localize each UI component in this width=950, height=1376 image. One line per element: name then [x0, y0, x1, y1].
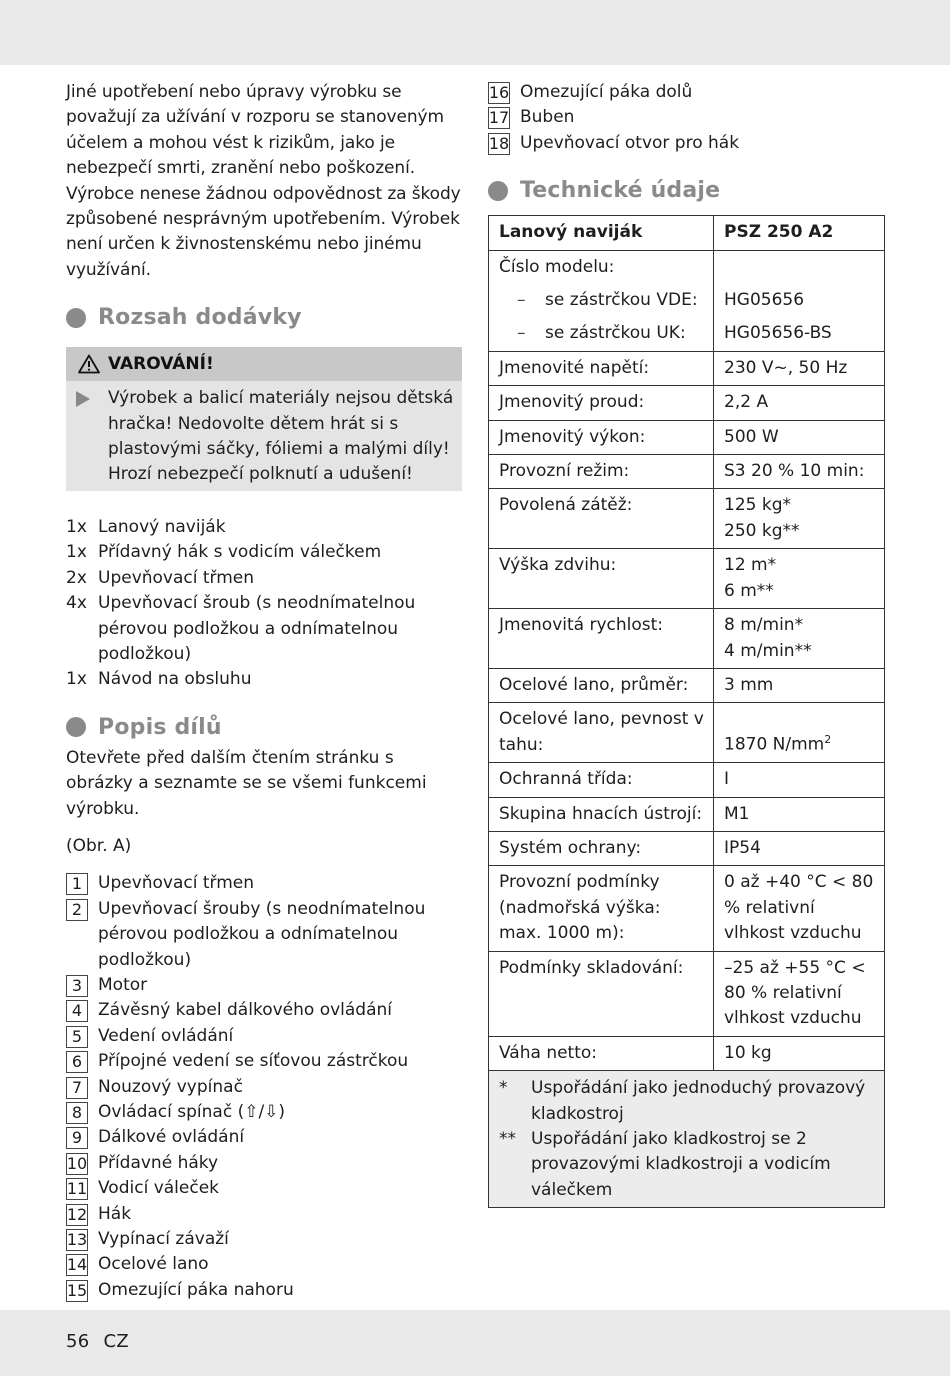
- warning-header: [66, 347, 462, 381]
- part-item: [66, 1202, 462, 1227]
- part-number: 1: [66, 873, 88, 895]
- row-value: 3 mm: [714, 668, 885, 702]
- row-label: Váha netto:: [489, 1036, 714, 1070]
- table-row: [489, 1036, 885, 1070]
- part-number: 16: [488, 83, 510, 102]
- part-number: 5: [66, 1026, 88, 1048]
- part-text: Omezující páka dolů: [520, 82, 693, 102]
- part-text: Nouzový vypínač: [98, 1076, 243, 1097]
- row-value: M1: [714, 797, 885, 831]
- part-item: [488, 131, 885, 156]
- footnote-box: [488, 1071, 885, 1208]
- parts-intro: Otevřete před dalším čtením stránku s obrázky a seznamte se se všemi funkcemi výrobku.: [66, 747, 427, 819]
- parts-list: [66, 871, 462, 1303]
- row-label: Jmenovité napětí:: [489, 351, 714, 385]
- row-value: 10 kg: [714, 1036, 885, 1070]
- item-text: Přídavný hák s vodicím válečkem: [98, 542, 382, 563]
- row-label: Provozní režim:: [489, 455, 714, 489]
- item-qty: 1x: [66, 542, 87, 563]
- dash-glyph: –: [517, 323, 526, 344]
- part-item: [66, 1125, 462, 1150]
- table-row: [489, 797, 885, 831]
- part-item: [66, 1227, 462, 1252]
- model-value-empty: [714, 250, 885, 284]
- scope-heading: [66, 305, 462, 330]
- table-row: [489, 951, 885, 1036]
- part-number: 17: [488, 108, 510, 128]
- part-item: [66, 1075, 462, 1100]
- parts-list-continued: [488, 80, 885, 156]
- part-number: 18: [488, 133, 510, 153]
- row-label: Ochranná třída:: [489, 763, 714, 797]
- list-item: [66, 540, 462, 565]
- part-number: 3: [66, 975, 88, 997]
- part-text: Upevňovací třmen: [98, 873, 255, 894]
- part-text: Upevňovací otvor pro hák: [520, 132, 740, 153]
- part-item: [66, 1252, 462, 1277]
- table-header-value: PSZ 250 A2: [714, 216, 885, 250]
- part-text: Hák: [98, 1203, 132, 1224]
- part-item: [66, 998, 462, 1023]
- delivery-list: [66, 515, 462, 693]
- arrow-right-icon: [76, 391, 90, 407]
- row-value: IP54: [714, 831, 885, 865]
- model-vde-label: se zástrčkou VDE:: [545, 290, 698, 311]
- table-row: [489, 609, 885, 669]
- table-header-row: [489, 216, 885, 250]
- footnote: [499, 1127, 876, 1203]
- part-text: Ocelové lano: [98, 1254, 209, 1275]
- part-text: Ovládací spínač (⇧/⇩): [98, 1102, 286, 1122]
- row-label: Jmenovitý výkon:: [489, 420, 714, 454]
- model-uk-label: se zástrčkou UK:: [545, 323, 686, 344]
- table-row: [489, 866, 885, 951]
- part-item: [66, 1278, 462, 1303]
- table-row: [489, 420, 885, 454]
- footnote-text: Uspořádání jako kladkostroj se 2 provazovými kladkostroji a vodicím válečkem: [531, 1129, 831, 1200]
- row-label: Podmínky skladování:: [489, 951, 714, 1036]
- row-value: I: [714, 763, 885, 797]
- row-value: 2,2 A: [714, 386, 885, 420]
- row-value-line: 125 kg*: [724, 495, 791, 516]
- footnote-mark: *: [499, 1078, 508, 1099]
- top-band: [0, 0, 950, 65]
- right-column: [488, 80, 885, 1208]
- item-qty: 2x: [66, 567, 87, 588]
- part-number: 12: [66, 1204, 88, 1224]
- row-value: 230 V~, 50 Hz: [714, 351, 885, 385]
- part-item: [66, 871, 462, 896]
- part-number: 11: [66, 1179, 88, 1199]
- list-item: [66, 515, 462, 540]
- table-header-label: Lanový naviják: [489, 216, 714, 250]
- figure-reference: (Obr. A): [66, 835, 132, 856]
- row-value-multi: [714, 489, 885, 549]
- model-vde-cell: [489, 284, 714, 317]
- part-item: [66, 1151, 462, 1176]
- part-item: [66, 1049, 462, 1074]
- part-text: Závěsný kabel dálkového ovládání: [98, 1000, 392, 1021]
- row-value-line: 8 m/min*: [724, 615, 804, 636]
- row-value: –25 až +55 °C < 80 % relativní vlhkost vzduchu: [714, 951, 885, 1036]
- footer-band: [0, 1310, 950, 1376]
- part-number: 13: [66, 1230, 88, 1250]
- table-row: [489, 351, 885, 385]
- row-value-line: 6 m**: [724, 580, 774, 601]
- part-number: 4: [66, 1000, 88, 1022]
- part-number: 2: [66, 899, 88, 921]
- spec-table: [488, 215, 885, 1071]
- row-value: S3 20 % 10 min:: [714, 455, 885, 489]
- row-label: Jmenovitá rychlost:: [489, 609, 714, 669]
- table-row: [489, 386, 885, 420]
- part-text: Buben: [520, 107, 575, 128]
- part-number: 9: [66, 1127, 88, 1149]
- item-qty: 4x: [66, 593, 87, 614]
- item-text: Upevňovací třmen: [98, 567, 255, 588]
- part-number: 15: [66, 1280, 88, 1300]
- table-row: [489, 455, 885, 489]
- table-row: [489, 703, 885, 763]
- table-row: [489, 317, 885, 351]
- row-value: 1870 N/mm: [724, 734, 825, 755]
- warning-text: Výrobek a balicí materiály nejsou dětská hračka! Nedovolte dětem hrát si s plastovými sáčky, fóliemi a malými díly! Hrozí nebezpečí polknutí a udušení!: [108, 388, 454, 485]
- part-item: [488, 80, 885, 105]
- part-text: Dálkové ovládání: [98, 1127, 245, 1148]
- footnote-mark: **: [499, 1129, 516, 1149]
- row-label: Ocelové lano, průměr:: [489, 668, 714, 702]
- row-value-multi: [714, 549, 885, 609]
- dash-glyph: –: [517, 290, 526, 311]
- warning-box: [66, 347, 462, 491]
- part-text: Omezující páka nahoru: [98, 1279, 294, 1300]
- row-label: Výška zdvihu:: [489, 549, 714, 609]
- scope-heading-text: Rozsah dodávky: [98, 305, 302, 331]
- tech-heading: [488, 178, 885, 203]
- list-item: [66, 566, 462, 591]
- row-value: 0 až +40 °C < 80 % relativní vlhkost vzduchu: [714, 866, 885, 951]
- item-qty: 1x: [66, 516, 87, 537]
- section-bullet-icon: [66, 308, 86, 328]
- part-text: Motor: [98, 974, 148, 995]
- part-text: Upevňovací šrouby (s neodnímatelnou pérovou podložkou a odnímatelnou podložkou): [98, 898, 426, 970]
- part-item: [66, 897, 462, 973]
- row-value: 500 W: [714, 420, 885, 454]
- intro-paragraph: Jiné upotřebení nebo úpravy výrobku se považují za užívání v rozporu se stanoveným účelem a mohou vést k rizikům, jako je nebezpečí smrti, zranění nebo poškození. Výrobce nenese žádnou odpovědnost za škody způsobené nesprávným upotřebením. Výrobek není určen k živnostenskému nebo jinému využívání.: [66, 82, 461, 280]
- row-value-line: 4 m/min**: [724, 640, 812, 661]
- item-text: Návod na obsluhu: [98, 669, 252, 690]
- table-row: [489, 250, 885, 284]
- model-vde-value: HG05656: [714, 284, 885, 317]
- row-value-line: 250 kg**: [724, 520, 800, 541]
- list-item: [66, 667, 462, 692]
- warning-triangle-icon: [78, 354, 100, 374]
- row-label: Ocelové lano, pevnost v tahu:: [489, 703, 714, 763]
- warning-body: [66, 381, 462, 491]
- language-code: CZ: [103, 1331, 130, 1352]
- part-text: Vodicí váleček: [98, 1178, 220, 1199]
- row-value-cell: [714, 703, 885, 763]
- model-label: Číslo modelu:: [489, 250, 714, 284]
- model-uk-value: HG05656-BS: [714, 317, 885, 351]
- tech-heading-text: Technické údaje: [520, 178, 721, 204]
- part-item: [66, 1024, 462, 1049]
- row-label: Skupina hnacích ústrojí:: [489, 797, 714, 831]
- row-label: Provozní podmínky (nadmořská výška: max. 1000 m):: [489, 866, 714, 951]
- part-item: [66, 1100, 462, 1125]
- item-text: Upevňovací šroub (s neodnímatelnou pérovou podložkou a odnímatelnou podložkou): [98, 593, 416, 664]
- item-text: Lanový naviják: [98, 516, 226, 537]
- table-row: [489, 668, 885, 702]
- row-value-multi: [714, 609, 885, 669]
- part-number: 6: [66, 1051, 88, 1073]
- row-label: Systém ochrany:: [489, 831, 714, 865]
- part-number: 8: [66, 1102, 88, 1124]
- table-row: [489, 831, 885, 865]
- part-text: Přípojné vedení se síťovou zástrčkou: [98, 1051, 409, 1072]
- row-label: Povolená zátěž:: [489, 489, 714, 549]
- list-item: [66, 591, 462, 667]
- part-number: 10: [66, 1153, 88, 1173]
- part-text: Vedení ovládání: [98, 1025, 234, 1046]
- row-value-line: 12 m*: [724, 555, 777, 576]
- superscript: 2: [824, 733, 832, 747]
- warning-title: VAROVÁNÍ!: [108, 354, 214, 375]
- row-label: Jmenovitý proud:: [489, 386, 714, 420]
- footnote: [499, 1076, 876, 1127]
- table-row: [489, 284, 885, 317]
- item-qty: 1x: [66, 669, 87, 690]
- left-column: [66, 80, 462, 1303]
- footnote-text: Uspořádání jako jednoduchý provazový kladkostroj: [531, 1078, 866, 1124]
- part-item: [488, 105, 885, 130]
- part-text: Vypínací závaží: [98, 1229, 229, 1250]
- part-number: 7: [66, 1077, 88, 1099]
- part-number: 14: [66, 1255, 88, 1275]
- page-number: 56: [66, 1331, 90, 1352]
- page-footer: [66, 1331, 129, 1352]
- table-row: [489, 763, 885, 797]
- model-uk-cell: [489, 317, 714, 351]
- part-item: [66, 973, 462, 998]
- table-row: [489, 489, 885, 549]
- parts-heading: [66, 715, 462, 740]
- parts-heading-text: Popis dílů: [98, 714, 222, 740]
- part-item: [66, 1176, 462, 1201]
- table-row: [489, 549, 885, 609]
- section-bullet-icon: [488, 181, 508, 201]
- part-text: Přídavné háky: [98, 1152, 219, 1173]
- section-bullet-icon: [66, 717, 86, 737]
